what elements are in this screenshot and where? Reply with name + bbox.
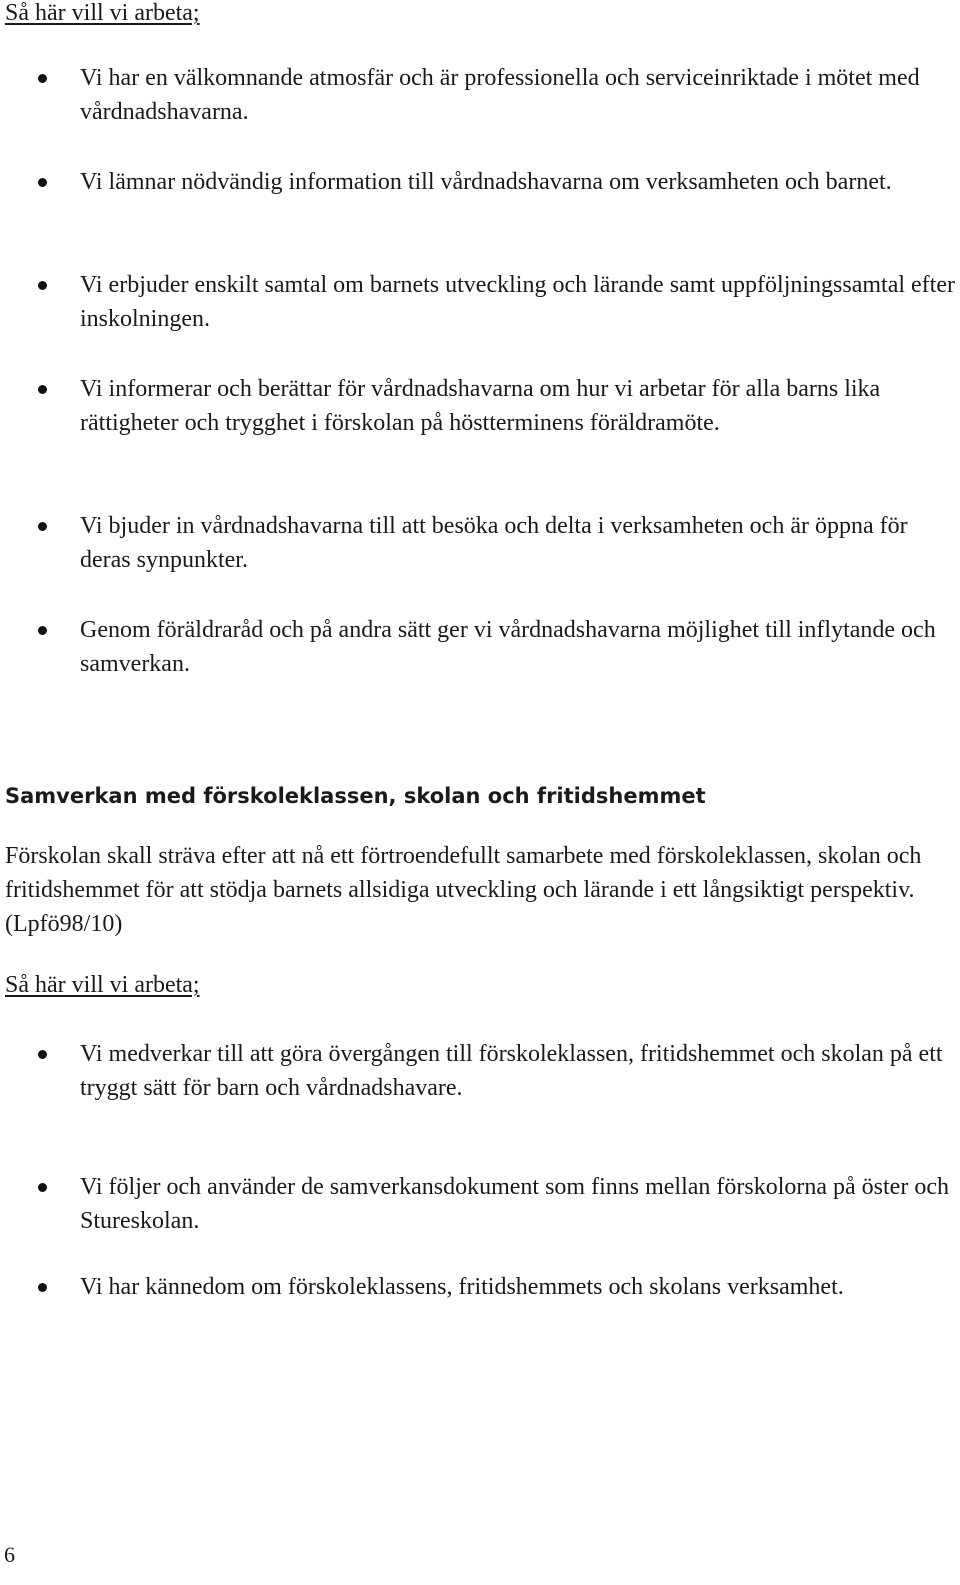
bullet-icon (38, 1050, 47, 1059)
bullet-icon (38, 178, 47, 187)
list-item: Vi erbjuder enskilt samtal om barnets utveckling och lärande samt uppföljningssamtal efter inskolningen. (80, 272, 955, 332)
section-intro-label: Så här vill vi arbeta; (5, 0, 200, 26)
bullet-icon (38, 522, 47, 531)
page-number: 6 (4, 1542, 15, 1567)
list-item: Genom föräldraråd och på andra sätt ger vi vårdnadshavarna möjlighet till inflytande och samverkan. (80, 617, 936, 677)
list-item: Vi informerar och berättar för vårdnadshavarna om hur vi arbetar för alla barns lika rättigheter och trygghet i förskolan på höstterminens föräldramöte. (80, 376, 881, 436)
section-paragraph: Förskolan skall sträva efter att nå ett förtroendefullt samarbete med förskoleklassen, skolan och fritidshemmet för att stödja barnets allsidiga utveckling och lärande i ett långsiktigt perspektiv. (Lpfö98/10) (5, 843, 922, 937)
bullet-icon (38, 281, 47, 290)
list-item: Vi medverkar till att göra övergången till förskoleklassen, fritidshemmet och skolan på ett tryggt sätt för barn och vårdnadshavare. (80, 1041, 943, 1101)
list-item: Vi bjuder in vårdnadshavarna till att besöka och delta i verksamheten och är öppna för deras synpunkter. (80, 513, 908, 573)
list-item: Vi har kännedom om förskoleklassens, fritidshemmets och skolans verksamhet. (80, 1274, 844, 1300)
list-item: Vi följer och använder de samverkansdokument som finns mellan förskolorna på öster och Stureskolan. (80, 1174, 949, 1234)
list-item: Vi har en välkomnande atmosfär och är professionella och serviceinriktade i mötet med vårdnadshavarna. (80, 65, 920, 125)
bullet-icon (38, 1283, 47, 1292)
section-intro-label: Så här vill vi arbeta; (5, 972, 200, 998)
bullet-icon (38, 385, 47, 394)
bullet-icon (38, 74, 47, 83)
list-item: Vi lämnar nödvändig information till vårdnadshavarna om verksamheten och barnet. (80, 169, 892, 195)
bullet-icon (38, 626, 47, 635)
section-heading: Samverkan med förskoleklassen, skolan och fritidshemmet (5, 784, 706, 808)
bullet-icon (38, 1183, 47, 1192)
